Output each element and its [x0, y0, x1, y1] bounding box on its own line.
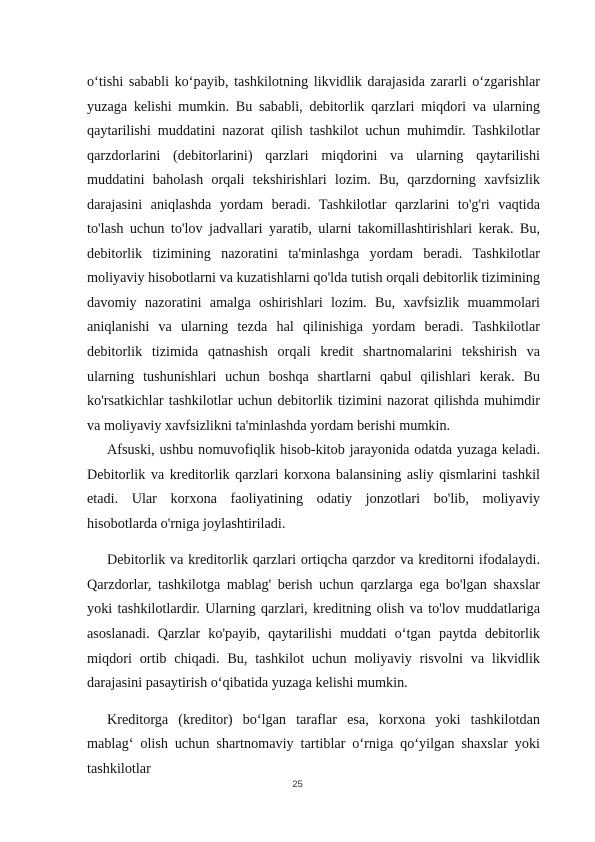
- paragraph: Kreditorga (kreditor) bo‘lgan taraflar esa, korxona yoki tashkilotdan mablag‘ olish uchun shartnomaviy tartiblar o‘rniga qo‘yilgan shaxslar yoki tashkilotlar: [87, 711, 540, 777]
- paragraph: Afsuski, ushbu nomuvofiqlik hisob-kitob jarayonida odatda yuzaga keladi. Debitorlik va kreditorlik qarzlari korxona balansining asliy qismlarini tashkil etadi. Ular korxona faoliyatining odatiy jonzotlari bo'lib, moliyaviy hisobotlarda o'rniga joylashtiriladi.: [87, 442, 540, 532]
- paragraph-continuation: o‘tishi sababli ko‘payib, tashkilotning likvidlik darajasida zararli o‘zgarishlar yuzaga kelishi mumkin. Bu sababli, debitorlik qarzlari miqdori va ularning qaytarilishi muddatini nazorat qilish tashkilot uchun muhimdir. Tashkilotlar qarzdorlarini (debitorlarini) qarzlari miqdorini va ularning qaytarilishi muddatini baholash orqali tekshirishlari lozim. Bu, qarzdorning xavfsizlik darajasini aniqlashda yordam beradi. Tashkilotlar qarzlarini to'g'ri vaqtida to'lash uchun to'lov jadvallari yaratib, ularni takomillashtirishlari kerak. Bu, debitorlik tizimining nazoratini ta'minlashga yordam beradi. Tashkilotlar moliyaviy hisobotlarni va kuzatishlarni qo'lda tutish orqali debitorlik tizimining davomiy nazoratini amalga oshirishlari lozim. Bu, xavfsizlik muammolari aniqlanishi va ularning tezda hal qilinishiga yordam beradi. Tashkilotlar debitorlik tizimida qatnashish orqali kredit shartnomalarini tekshirish va ularning tushunishlari uchun boshqa shartlarni qabul qilishlari kerak. Bu ko'rsatkichlar tashkilotlar uchun debitorlik tizimini nazorat qilishda muhimdir va moliyaviy xavfsizlikni ta'minlashda yordam berishi mumkin.: [87, 74, 540, 434]
- body-text: [87, 70, 540, 781]
- page-number: 25: [292, 779, 303, 790]
- paragraph: Debitorlik va kreditorlik qarzlari ortiqcha qarzdor va kreditorni ifodalaydi. Qarzdorlar, tashkilotga mablag' berish uchun qarzlarga ega bo'lgan shaxslar yoki tashkilotlardir. Ularning qarzlari, kreditning olish va to'lov muddatlariga asoslanadi. Qarzlar ko'payib, qaytarilishi muddati o‘tgan paytda debitorlik miqdori ortib chiqadi. Bu, tashkilot uchun moliyaviy risvolni va likvidlik darajasini pasaytirish o‘qibatida yuzaga kelishi mumkin.: [87, 552, 540, 692]
